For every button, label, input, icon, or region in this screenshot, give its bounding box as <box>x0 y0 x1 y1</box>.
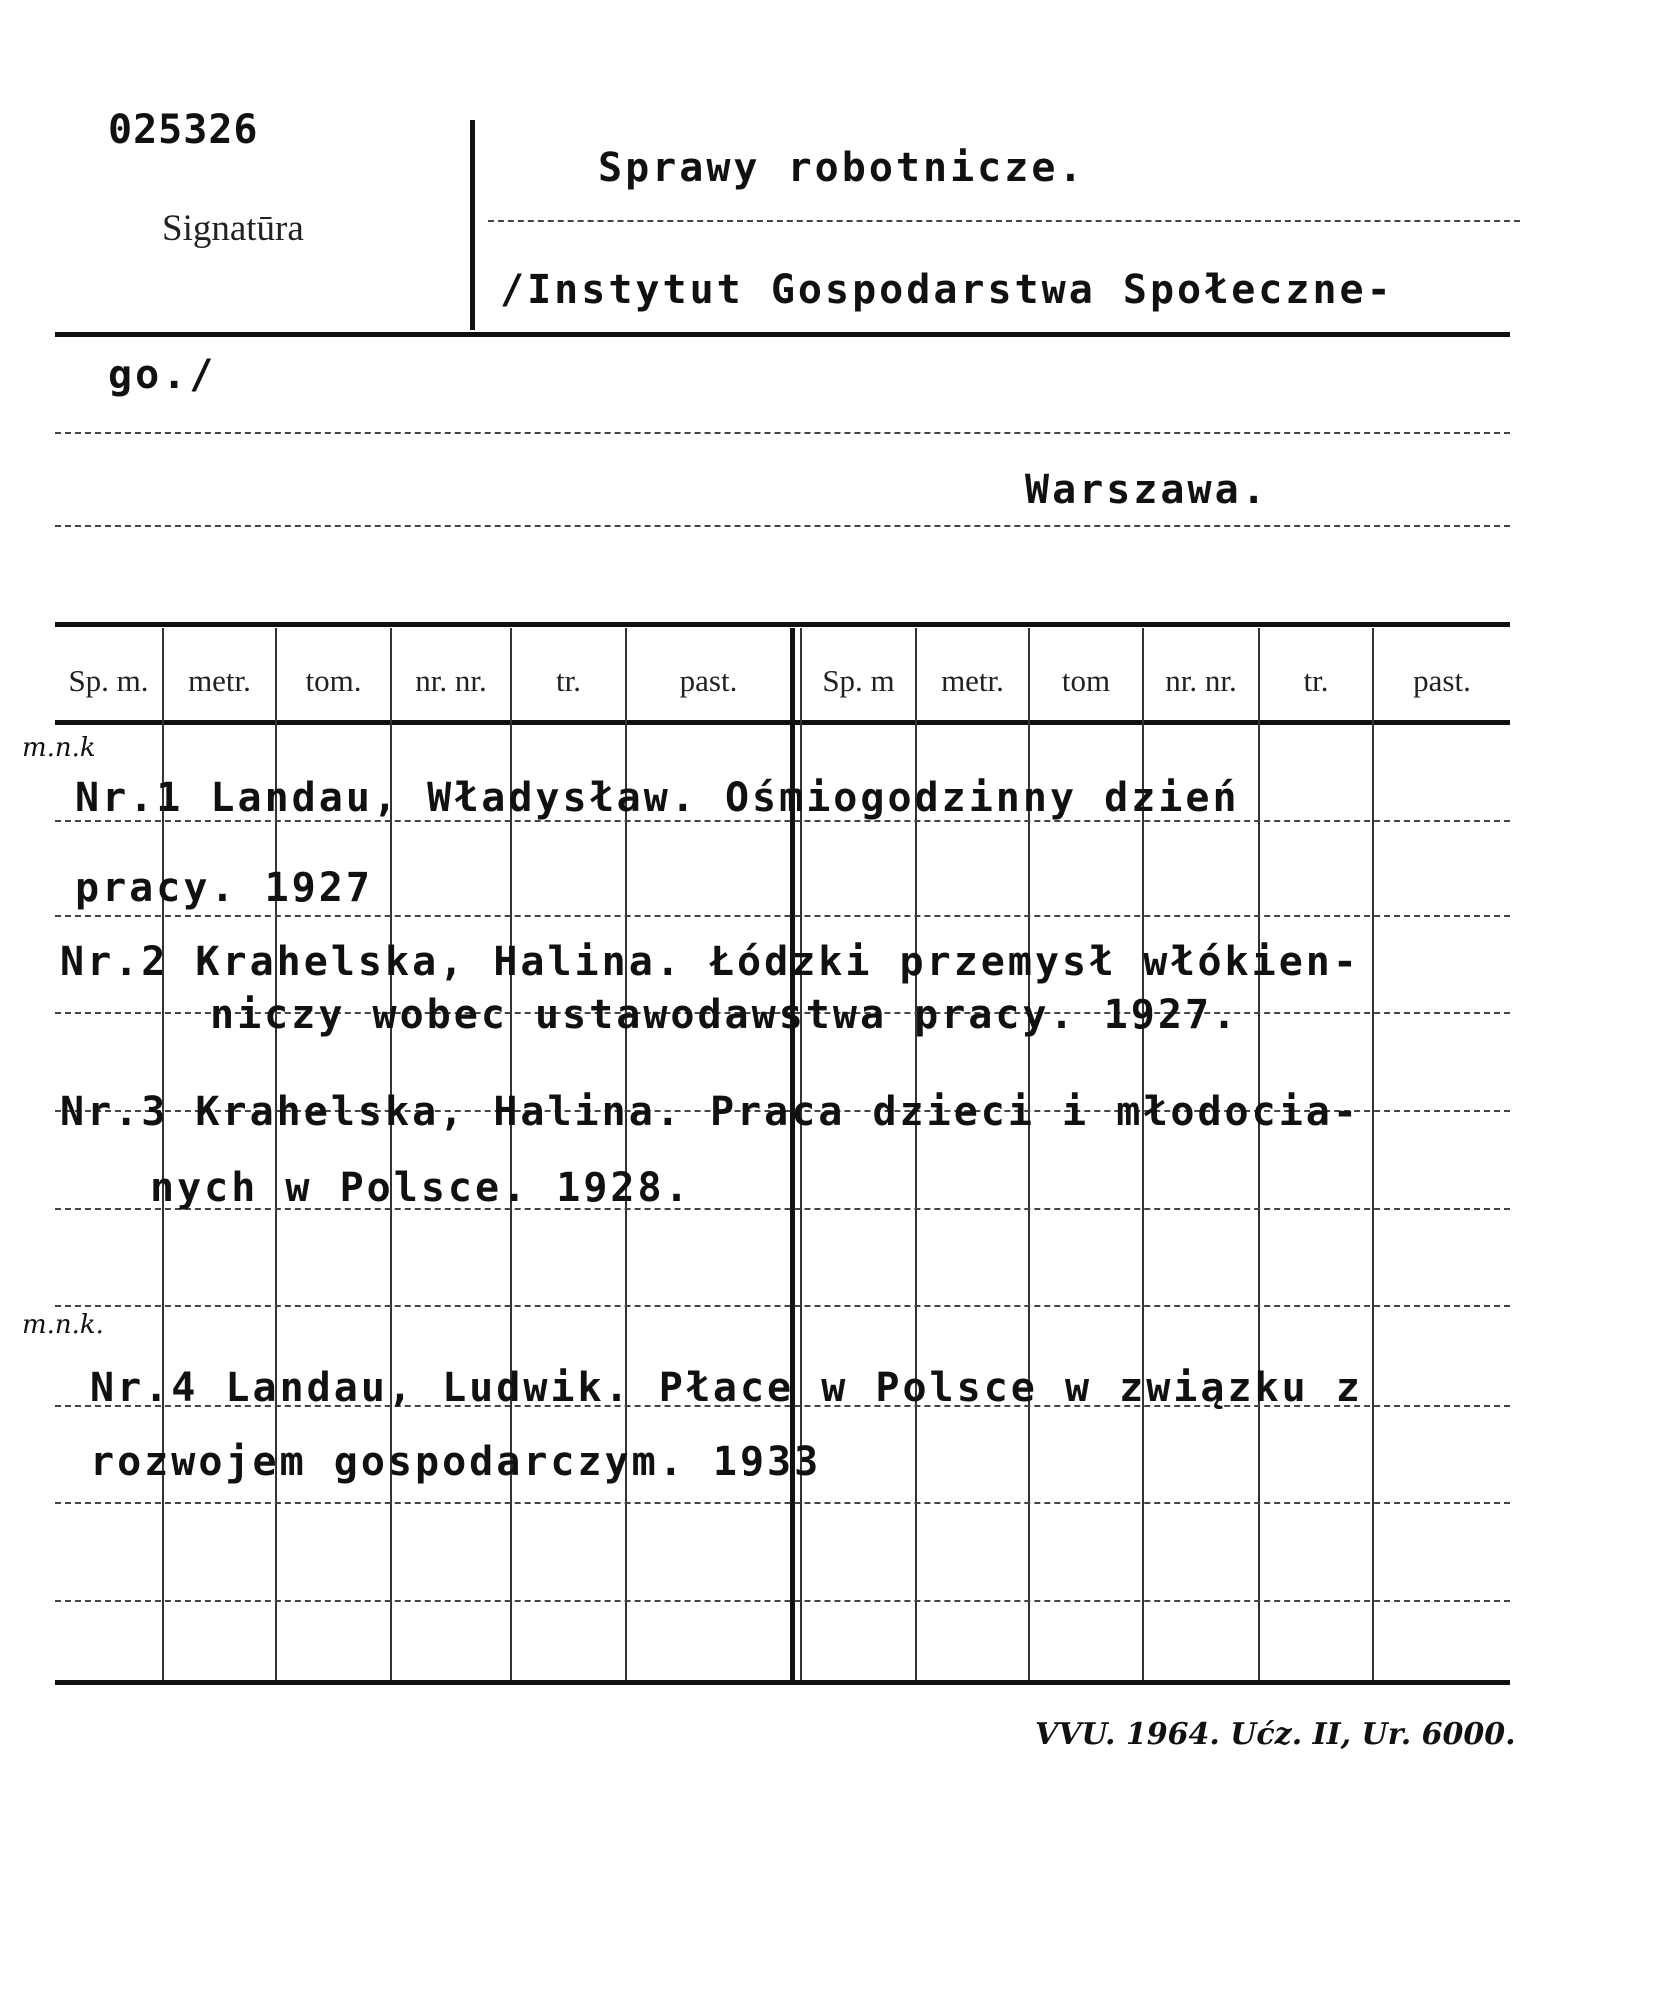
column-header: metr. <box>188 663 251 698</box>
column-header: tom. <box>305 663 362 698</box>
place-of-publication: Warszawa. <box>1025 467 1269 513</box>
row-rule <box>55 1502 1510 1504</box>
handwritten-mark: m.n.k. <box>22 1310 104 1340</box>
table-top-rule <box>55 622 1510 627</box>
subject-heading: Sprawy robotnicze. <box>598 145 1086 191</box>
column-header: metr. <box>941 663 1004 698</box>
entry-line: Nr.4 Landau, Ludwik. Płace w Polsce w związku z <box>90 1365 1363 1411</box>
col-divider <box>1258 628 1260 1680</box>
column-header: tr. <box>556 663 581 698</box>
entry-line: Nr.2 Krahelska, Halina. Łódzki przemysł włókien- <box>60 939 1360 985</box>
header-bottom-rule <box>55 332 1510 337</box>
signature-number: 025326 <box>108 107 259 153</box>
entry-line: Nr.1 Landau, Władysław. Ośmiogodzinny dzień <box>75 775 1240 821</box>
col-divider <box>1372 628 1374 1680</box>
footer-handwritten-note: VVU. 1964. Ućz. II, Ur. 6000. <box>1035 1717 1516 1752</box>
signature-label: Signatūra <box>162 208 304 249</box>
header-row-rule <box>55 720 1510 725</box>
row-rule <box>55 1600 1510 1602</box>
header-rule-2 <box>55 432 1510 434</box>
entry-line: niczy wobec ustawodawstwa pracy. 1927. <box>210 992 1240 1038</box>
entry-line: nych w Polsce. 1928. <box>150 1165 692 1211</box>
author-line-2: go./ <box>108 352 217 398</box>
row-rule <box>55 1305 1510 1307</box>
header-rule-3 <box>55 525 1510 527</box>
column-header: Sp. m <box>822 663 895 698</box>
author-line-1: /Instytut Gospodarstwa Społeczne- <box>500 267 1394 313</box>
handwritten-mark: m.n.k <box>22 733 96 763</box>
entry-line: pracy. 1927 <box>75 865 373 911</box>
table-bottom-rule <box>55 1680 1510 1685</box>
entry-line: rozwojem gospodarczym. 1933 <box>90 1439 822 1485</box>
column-header: Sp. m. <box>68 663 149 698</box>
column-header: past. <box>679 663 738 698</box>
column-header: tr. <box>1303 663 1329 698</box>
header-divider <box>470 120 475 330</box>
header-rule-1 <box>488 220 1520 222</box>
column-header: tom <box>1061 663 1111 698</box>
column-header: nr. nr. <box>1165 663 1237 698</box>
column-header: nr. nr. <box>415 663 487 698</box>
column-header: past. <box>1413 663 1471 698</box>
row-rule <box>55 915 1510 917</box>
entry-line: Nr.3 Krahelska, Halina. Praca dzieci i młodocia- <box>60 1089 1360 1135</box>
